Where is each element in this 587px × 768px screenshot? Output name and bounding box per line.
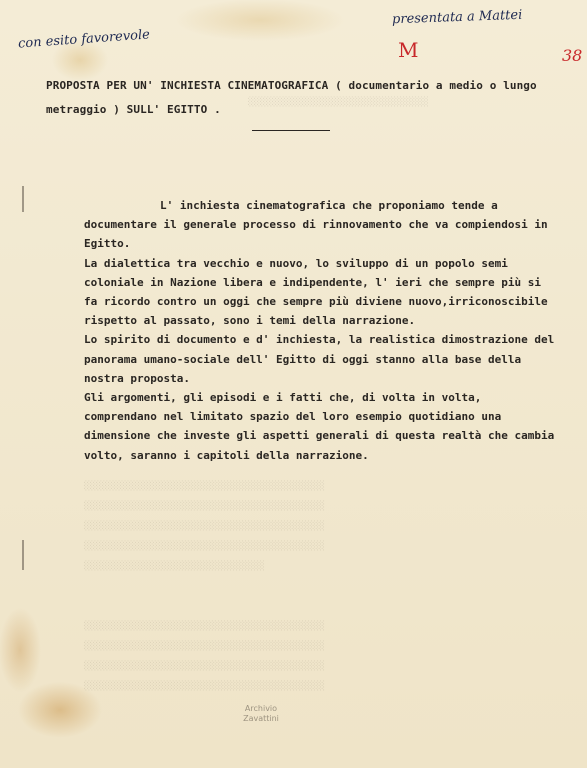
show-through-text: ░░░░░░░░░░░░░░░░░░░░░░░░░░░░░░░░░░░░░░░░: [84, 540, 325, 551]
show-through-text: ░░░░░░░░░░░░░░░░░░░░░░░░░░░░░░░░░░░░░░░░: [84, 520, 325, 531]
paragraph-4: Gli argomenti, gli episodi e i fatti che, di volta in volta, comprendano nel limitato spazio del loro esempio quotidiano una dimensione che investe gli aspetti generali di questa realtà che cambia volto, saranno i capitoli della narrazione.: [84, 391, 555, 462]
title-underline: [252, 130, 330, 131]
binder-mark: [22, 540, 24, 570]
show-through-text: ░░░░░░░░░░░░░░░░░░░░░░░░░░░░░░░░░░░░░░░░: [84, 620, 325, 631]
handwritten-note-left: con esito favorevole: [17, 27, 151, 52]
show-through-text: ░░░░░░░░░░░░░░░░░░░░░░░░░░░░░░░░░░░░░░░░: [84, 680, 325, 691]
document-body: [84, 196, 556, 465]
show-through-text: ░░░░░░░░░░░░░░░░░░░░░░░░░░░░░░░░░░░░░░░░: [84, 480, 325, 491]
title-line-2: metraggio ) SULL' EGITTO .: [46, 103, 221, 116]
handwritten-letter-mark: M: [398, 38, 419, 62]
paragraph-2: La dialettica tra vecchio e nuovo, lo sviluppo di un popolo semi coloniale in Nazione libera e indipendente, l' ieri che sempre più si fa ricordo contro un oggi che sempre più diviene nuovo,irriconoscibile rispetto al passato, sono i temi della narrazione.: [84, 256, 548, 328]
paragraph-1: L' inchiesta cinematografica che proponiamo tende a documentare il generale processo di rinnovamento che va compiendosi in Egitto.: [84, 199, 548, 251]
show-through-text: ░░░░░░░░░░░░░░░░░░░░░░░░░░░░░░: [84, 560, 265, 571]
paragraph-3: Lo spirito di documento e d' inchiesta, la realistica dimostrazione del panorama umano-sociale dell' Egitto di oggi stanno alla base della nostra proposta.: [84, 333, 555, 385]
title-line-1: PROPOSTA PER UN' INCHIESTA CINEMATOGRAFICA ( documentario a medio o lungo: [46, 79, 537, 92]
show-through-text: ░░░░░░░░░░░░░░░░░░░░░░░░░░░░░░░░░░░░░░░░: [84, 500, 325, 511]
binder-mark: [22, 186, 24, 212]
stamp-line-1: Archivio: [244, 704, 278, 713]
show-through-text: ░░░░░░░░░░░░░░░░░░░░░░░░░░░░░░: [248, 96, 429, 107]
archive-stamp: [236, 704, 286, 724]
handwritten-note-right: presentata a Mattei: [391, 7, 523, 28]
stamp-line-2: Zavattini: [243, 714, 279, 723]
show-through-text: ░░░░░░░░░░░░░░░░░░░░░░░░░░░░░░░░░░░░░░░░: [84, 660, 325, 671]
page-number: 38: [562, 46, 583, 65]
show-through-text: ░░░░░░░░░░░░░░░░░░░░░░░░░░░░░░░░░░░░░░░░: [84, 640, 325, 651]
